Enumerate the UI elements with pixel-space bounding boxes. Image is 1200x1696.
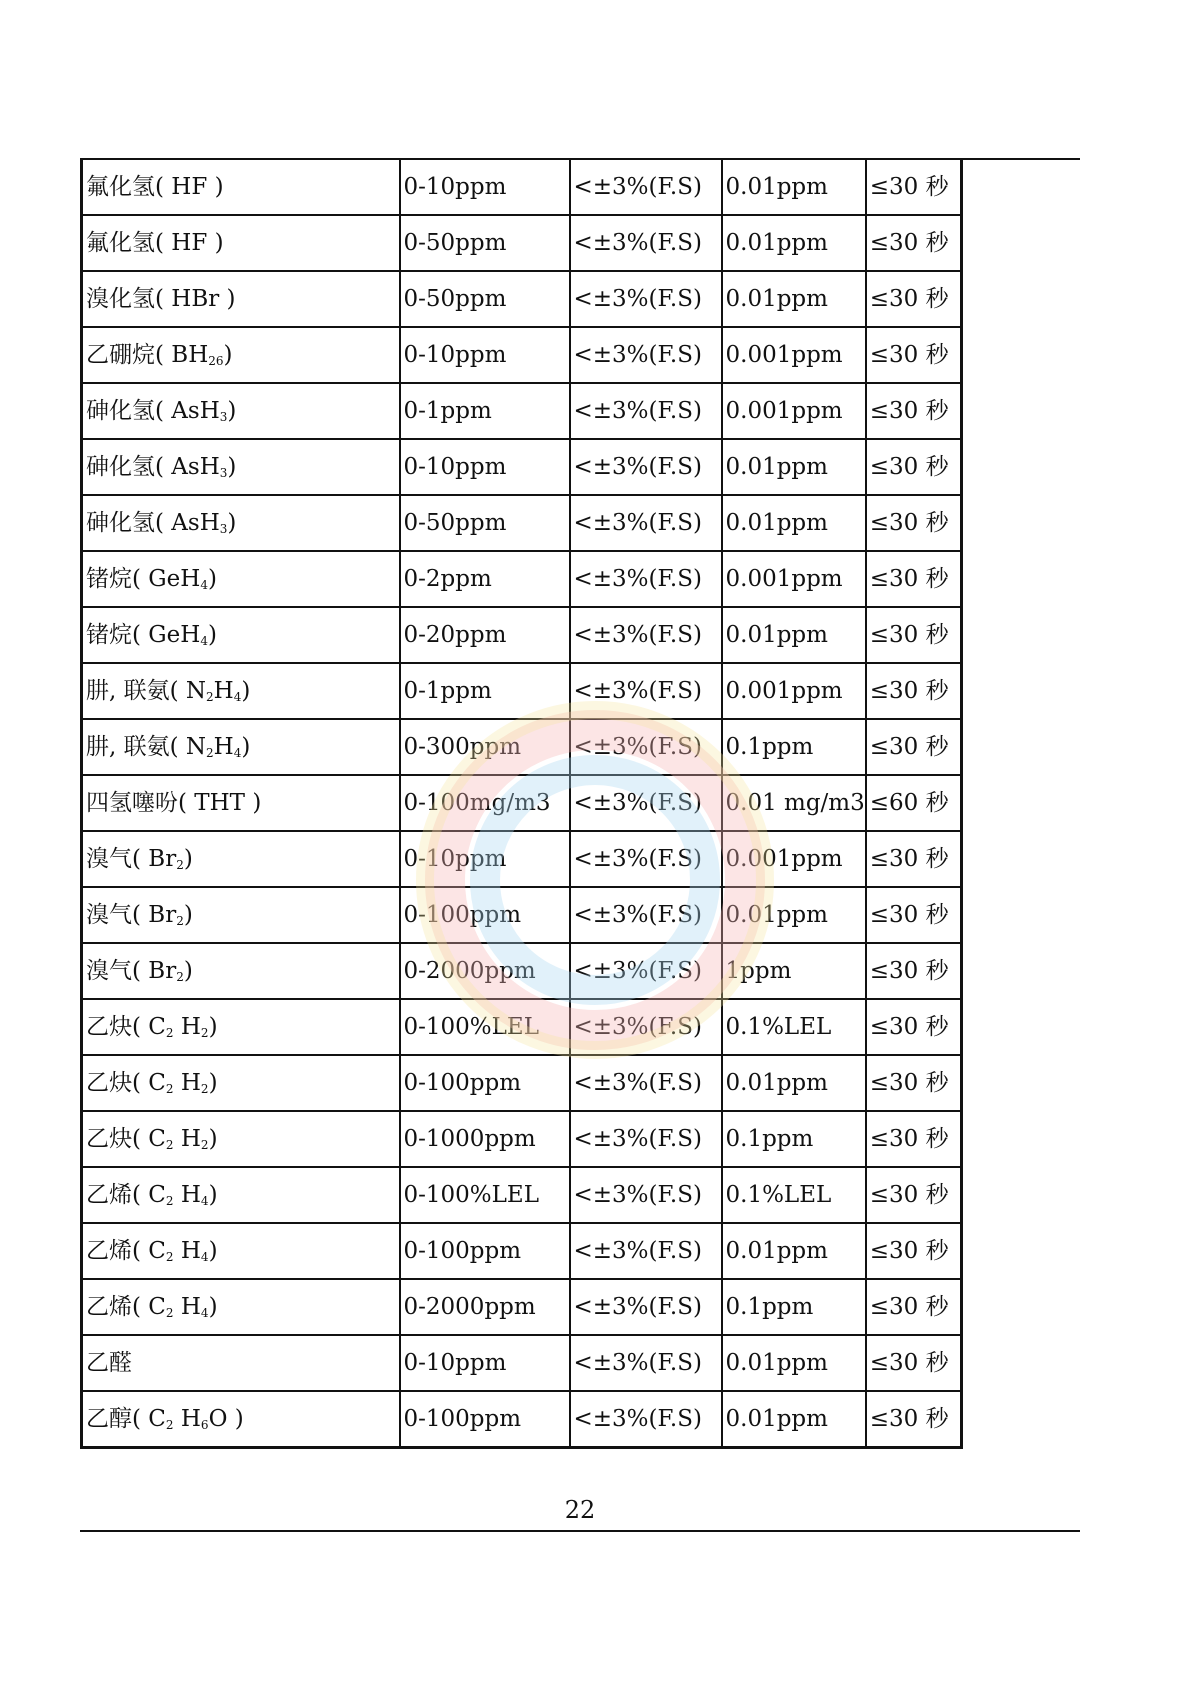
gas-name-suffix: ) <box>207 565 217 592</box>
gas-name: 乙醛 <box>86 1349 132 1376</box>
gas-name: 乙烯( <box>86 1293 149 1320</box>
gas-name: 砷化氢( <box>86 509 172 536</box>
table-row <box>82 1223 962 1279</box>
formula-subscript: 4 <box>200 577 208 592</box>
formula-symbol: C <box>148 1125 166 1152</box>
formula-subscript: 4 <box>200 1193 209 1208</box>
response-time-cell: ≤30 秒 <box>866 439 962 495</box>
resolution-cell: 0.1ppm <box>722 1279 866 1335</box>
response-time-cell: ≤30 秒 <box>866 831 962 887</box>
gas-name-suffix: O ) <box>208 1405 244 1432</box>
formula-subscript: 2 <box>165 1305 174 1320</box>
gas-name: 乙醇( <box>86 1405 149 1432</box>
table-row <box>82 215 962 271</box>
resolution-cell: 0.01ppm <box>722 887 866 943</box>
resolution-cell: 0.1%LEL <box>722 999 866 1055</box>
gas-name-suffix: ) <box>208 1293 218 1320</box>
formula-subscript: 2 <box>176 913 184 928</box>
table-row <box>82 1335 962 1391</box>
response-time-cell: ≤60 秒 <box>866 775 962 831</box>
accuracy-cell: <±3%(F.S) <box>570 215 722 271</box>
gas-spec-table-body <box>82 160 962 1448</box>
formula-symbol: C <box>148 1069 166 1096</box>
gas-name: 乙炔( <box>86 1125 149 1152</box>
response-time-cell: ≤30 秒 <box>866 1279 962 1335</box>
formula-symbol: H <box>188 341 209 368</box>
formula-symbol: H <box>173 1293 201 1320</box>
resolution-cell: 0.01ppm <box>722 1223 866 1279</box>
gas-name-suffix: ) <box>241 733 251 760</box>
accuracy-cell: <±3%(F.S) <box>570 160 722 215</box>
formula-symbol: C <box>148 1405 166 1432</box>
gas-name-suffix: ) <box>183 901 193 928</box>
table-row <box>82 551 962 607</box>
range-cell: 0-2ppm <box>400 551 570 607</box>
formula-symbol: H <box>173 1013 201 1040</box>
accuracy-cell: <±3%(F.S) <box>570 775 722 831</box>
formula-symbol: H <box>213 733 234 760</box>
gas-name-cell <box>82 1223 400 1279</box>
range-cell: 0-100ppm <box>400 1223 570 1279</box>
range-cell: 0-100ppm <box>400 1055 570 1111</box>
gas-name: 砷化氢( <box>86 397 172 424</box>
table-row <box>82 495 962 551</box>
response-time-cell: ≤30 秒 <box>866 1111 962 1167</box>
table-row <box>82 607 962 663</box>
gas-name-suffix: ) <box>208 1125 218 1152</box>
gas-name: 溴气( <box>86 901 149 928</box>
formula-subscript: 2 <box>200 1025 209 1040</box>
formula-subscript: 3 <box>219 465 228 480</box>
resolution-cell: 0.01ppm <box>722 215 866 271</box>
formula-symbol: AsH <box>171 509 220 536</box>
response-time-cell: ≤30 秒 <box>866 1167 962 1223</box>
resolution-cell: 0.1%LEL <box>722 1167 866 1223</box>
gas-name-suffix: ) <box>208 1237 218 1264</box>
table-row <box>82 1055 962 1111</box>
table-row <box>82 831 962 887</box>
gas-name-cell <box>82 831 400 887</box>
range-cell: 0-100ppm <box>400 1391 570 1448</box>
gas-name-cell <box>82 1055 400 1111</box>
gas-name-cell <box>82 495 400 551</box>
accuracy-cell: <±3%(F.S) <box>570 271 722 327</box>
gas-name-cell <box>82 271 400 327</box>
gas-name-cell <box>82 1335 400 1391</box>
resolution-cell: 0.01ppm <box>722 607 866 663</box>
accuracy-cell: <±3%(F.S) <box>570 327 722 383</box>
table-row <box>82 887 962 943</box>
resolution-cell: 0.001ppm <box>722 831 866 887</box>
gas-name-suffix: ) <box>208 1069 218 1096</box>
gas-name: 锗烷( <box>86 621 149 648</box>
gas-name: 溴气( <box>86 845 149 872</box>
accuracy-cell: <±3%(F.S) <box>570 1391 722 1448</box>
gas-name-cell <box>82 775 400 831</box>
range-cell: 0-100%LEL <box>400 999 570 1055</box>
formula-symbol: C <box>148 1237 166 1264</box>
table-row <box>82 775 962 831</box>
resolution-cell: 0.01 mg/m3 <box>722 775 866 831</box>
range-cell: 0-100ppm <box>400 887 570 943</box>
formula-symbol: H <box>173 1125 201 1152</box>
formula-symbol: N <box>185 733 207 760</box>
range-cell: 0-20ppm <box>400 607 570 663</box>
resolution-cell: 0.01ppm <box>722 271 866 327</box>
gas-name-cell <box>82 663 400 719</box>
accuracy-cell: <±3%(F.S) <box>570 1055 722 1111</box>
gas-name: 乙炔( <box>86 1069 149 1096</box>
formula-symbol: AsH <box>171 397 220 424</box>
response-time-cell: ≤30 秒 <box>866 1391 962 1448</box>
formula-subscript: 4 <box>233 745 242 760</box>
response-time-cell: ≤30 秒 <box>866 327 962 383</box>
gas-name-suffix: ) <box>223 341 233 368</box>
resolution-cell: 0.01ppm <box>722 439 866 495</box>
range-cell: 0-1000ppm <box>400 1111 570 1167</box>
table-row <box>82 327 962 383</box>
range-cell: 0-100%LEL <box>400 1167 570 1223</box>
table-row <box>82 1111 962 1167</box>
gas-name-suffix: ) <box>208 1013 218 1040</box>
range-cell: 0-300ppm <box>400 719 570 775</box>
gas-name-cell <box>82 383 400 439</box>
formula-subscript: 2 <box>165 1081 174 1096</box>
formula-subscript: 6 <box>215 353 224 368</box>
range-cell: 0-10ppm <box>400 439 570 495</box>
response-time-cell: ≤30 秒 <box>866 607 962 663</box>
accuracy-cell: <±3%(F.S) <box>570 551 722 607</box>
response-time-cell: ≤30 秒 <box>866 1335 962 1391</box>
accuracy-cell: <±3%(F.S) <box>570 719 722 775</box>
range-cell: 0-2000ppm <box>400 943 570 999</box>
table-row <box>82 271 962 327</box>
formula-subscript: 2 <box>176 969 184 984</box>
response-time-cell: ≤30 秒 <box>866 551 962 607</box>
table-row <box>82 160 962 215</box>
gas-name-suffix: ) <box>227 509 237 536</box>
formula-subscript: 2 <box>206 689 214 704</box>
formula-subscript: 2 <box>165 1025 174 1040</box>
accuracy-cell: <±3%(F.S) <box>570 1335 722 1391</box>
gas-name: 溴化氢( HBr ) <box>86 285 236 312</box>
resolution-cell: 0.01ppm <box>722 1055 866 1111</box>
formula-subscript: 2 <box>165 1417 174 1432</box>
gas-name-cell <box>82 719 400 775</box>
accuracy-cell: <±3%(F.S) <box>570 439 722 495</box>
formula-symbol: H <box>173 1237 201 1264</box>
accuracy-cell: <±3%(F.S) <box>570 999 722 1055</box>
accuracy-cell: <±3%(F.S) <box>570 383 722 439</box>
table-row <box>82 1391 962 1448</box>
gas-name-cell <box>82 160 400 215</box>
range-cell: 0-1ppm <box>400 383 570 439</box>
table-row <box>82 439 962 495</box>
formula-symbol: AsH <box>171 453 220 480</box>
accuracy-cell: <±3%(F.S) <box>570 663 722 719</box>
formula-subscript: 6 <box>200 1417 209 1432</box>
gas-name: 肼, 联氨( <box>86 677 186 704</box>
formula-symbol: Br <box>148 957 177 984</box>
table-row <box>82 383 962 439</box>
gas-name-cell <box>82 607 400 663</box>
gas-name-cell <box>82 1279 400 1335</box>
formula-symbol: GeH <box>148 621 201 648</box>
gas-name-cell <box>82 1391 400 1448</box>
formula-symbol: Br <box>148 845 177 872</box>
resolution-cell: 1ppm <box>722 943 866 999</box>
gas-name-suffix: ) <box>241 677 251 704</box>
accuracy-cell: <±3%(F.S) <box>570 831 722 887</box>
gas-name-cell <box>82 439 400 495</box>
gas-name-cell <box>82 887 400 943</box>
formula-symbol: H <box>213 677 234 704</box>
range-cell: 0-10ppm <box>400 1335 570 1391</box>
formula-subscript: 3 <box>219 521 228 536</box>
gas-name: 乙烯( <box>86 1181 149 1208</box>
formula-symbol: C <box>148 1013 166 1040</box>
formula-subscript: 4 <box>200 633 208 648</box>
formula-subscript: 2 <box>165 1249 174 1264</box>
accuracy-cell: <±3%(F.S) <box>570 495 722 551</box>
range-cell: 0-50ppm <box>400 495 570 551</box>
resolution-cell: 0.001ppm <box>722 383 866 439</box>
formula-subscript: 2 <box>165 1137 174 1152</box>
page-number: 22 <box>564 1496 596 1524</box>
formula-subscript: 2 <box>200 1137 209 1152</box>
table-row <box>82 943 962 999</box>
resolution-cell: 0.01ppm <box>722 1391 866 1448</box>
formula-subscript: 2 <box>200 1081 209 1096</box>
formula-symbol: C <box>148 1181 166 1208</box>
gas-name: 乙炔( <box>86 1013 149 1040</box>
response-time-cell: ≤30 秒 <box>866 1223 962 1279</box>
accuracy-cell: <±3%(F.S) <box>570 607 722 663</box>
resolution-cell: 0.1ppm <box>722 1111 866 1167</box>
gas-name: 四氢噻吩( THT ) <box>86 789 262 816</box>
resolution-cell: 0.001ppm <box>722 551 866 607</box>
formula-symbol: B <box>171 341 189 368</box>
gas-name: 氟化氢( HF ) <box>86 229 224 256</box>
table-row <box>82 1279 962 1335</box>
range-cell: 0-10ppm <box>400 327 570 383</box>
formula-symbol: C <box>148 1293 166 1320</box>
accuracy-cell: <±3%(F.S) <box>570 1167 722 1223</box>
resolution-cell: 0.001ppm <box>722 663 866 719</box>
bottom-rule <box>80 1530 1080 1532</box>
range-cell: 0-10ppm <box>400 160 570 215</box>
accuracy-cell: <±3%(F.S) <box>570 1111 722 1167</box>
formula-subscript: 2 <box>206 745 214 760</box>
gas-name-suffix: ) <box>208 1181 218 1208</box>
gas-name-suffix: ) <box>207 621 217 648</box>
formula-subscript: 2 <box>165 1193 174 1208</box>
gas-spec-table <box>80 160 963 1449</box>
range-cell: 0-10ppm <box>400 831 570 887</box>
gas-name-cell <box>82 999 400 1055</box>
gas-name-suffix: ) <box>227 453 237 480</box>
response-time-cell: ≤30 秒 <box>866 495 962 551</box>
resolution-cell: 0.01ppm <box>722 160 866 215</box>
gas-name-suffix: ) <box>227 397 237 424</box>
accuracy-cell: <±3%(F.S) <box>570 1223 722 1279</box>
gas-name: 氟化氢( HF ) <box>86 173 224 200</box>
table-row <box>82 719 962 775</box>
formula-symbol: GeH <box>148 565 201 592</box>
resolution-cell: 0.01ppm <box>722 495 866 551</box>
accuracy-cell: <±3%(F.S) <box>570 943 722 999</box>
table-row <box>82 999 962 1055</box>
formula-subscript: 2 <box>208 353 216 368</box>
gas-name-cell <box>82 551 400 607</box>
response-time-cell: ≤30 秒 <box>866 663 962 719</box>
gas-name: 乙硼烷( <box>86 341 172 368</box>
resolution-cell: 0.1ppm <box>722 719 866 775</box>
range-cell: 0-1ppm <box>400 663 570 719</box>
gas-name-cell <box>82 1167 400 1223</box>
formula-subscript: 4 <box>233 689 242 704</box>
gas-name-cell <box>82 943 400 999</box>
gas-name-cell <box>82 1111 400 1167</box>
response-time-cell: ≤30 秒 <box>866 383 962 439</box>
formula-symbol: H <box>173 1181 201 1208</box>
response-time-cell: ≤30 秒 <box>866 999 962 1055</box>
resolution-cell: 0.001ppm <box>722 327 866 383</box>
formula-subscript: 4 <box>200 1249 209 1264</box>
resolution-cell: 0.01ppm <box>722 1335 866 1391</box>
response-time-cell: ≤30 秒 <box>866 943 962 999</box>
range-cell: 0-50ppm <box>400 215 570 271</box>
range-cell: 0-2000ppm <box>400 1279 570 1335</box>
gas-name: 锗烷( <box>86 565 149 592</box>
table-row <box>82 1167 962 1223</box>
response-time-cell: ≤30 秒 <box>866 271 962 327</box>
gas-name-suffix: ) <box>183 845 193 872</box>
range-cell: 0-100mg/m3 <box>400 775 570 831</box>
gas-name: 乙烯( <box>86 1237 149 1264</box>
formula-symbol: Br <box>148 901 177 928</box>
formula-subscript: 4 <box>200 1305 209 1320</box>
gas-name: 肼, 联氨( <box>86 733 186 760</box>
formula-subscript: 3 <box>219 409 228 424</box>
accuracy-cell: <±3%(F.S) <box>570 887 722 943</box>
response-time-cell: ≤30 秒 <box>866 215 962 271</box>
accuracy-cell: <±3%(F.S) <box>570 1279 722 1335</box>
formula-symbol: H <box>173 1405 201 1432</box>
gas-name-suffix: ) <box>183 957 193 984</box>
gas-name: 溴气( <box>86 957 149 984</box>
response-time-cell: ≤30 秒 <box>866 1055 962 1111</box>
range-cell: 0-50ppm <box>400 271 570 327</box>
gas-name-cell <box>82 215 400 271</box>
formula-subscript: 2 <box>176 857 184 872</box>
response-time-cell: ≤30 秒 <box>866 719 962 775</box>
formula-symbol: N <box>185 677 207 704</box>
gas-name: 砷化氢( <box>86 453 172 480</box>
table-row <box>82 663 962 719</box>
gas-name-cell <box>82 327 400 383</box>
formula-symbol: H <box>173 1069 201 1096</box>
response-time-cell: ≤30 秒 <box>866 160 962 215</box>
response-time-cell: ≤30 秒 <box>866 887 962 943</box>
